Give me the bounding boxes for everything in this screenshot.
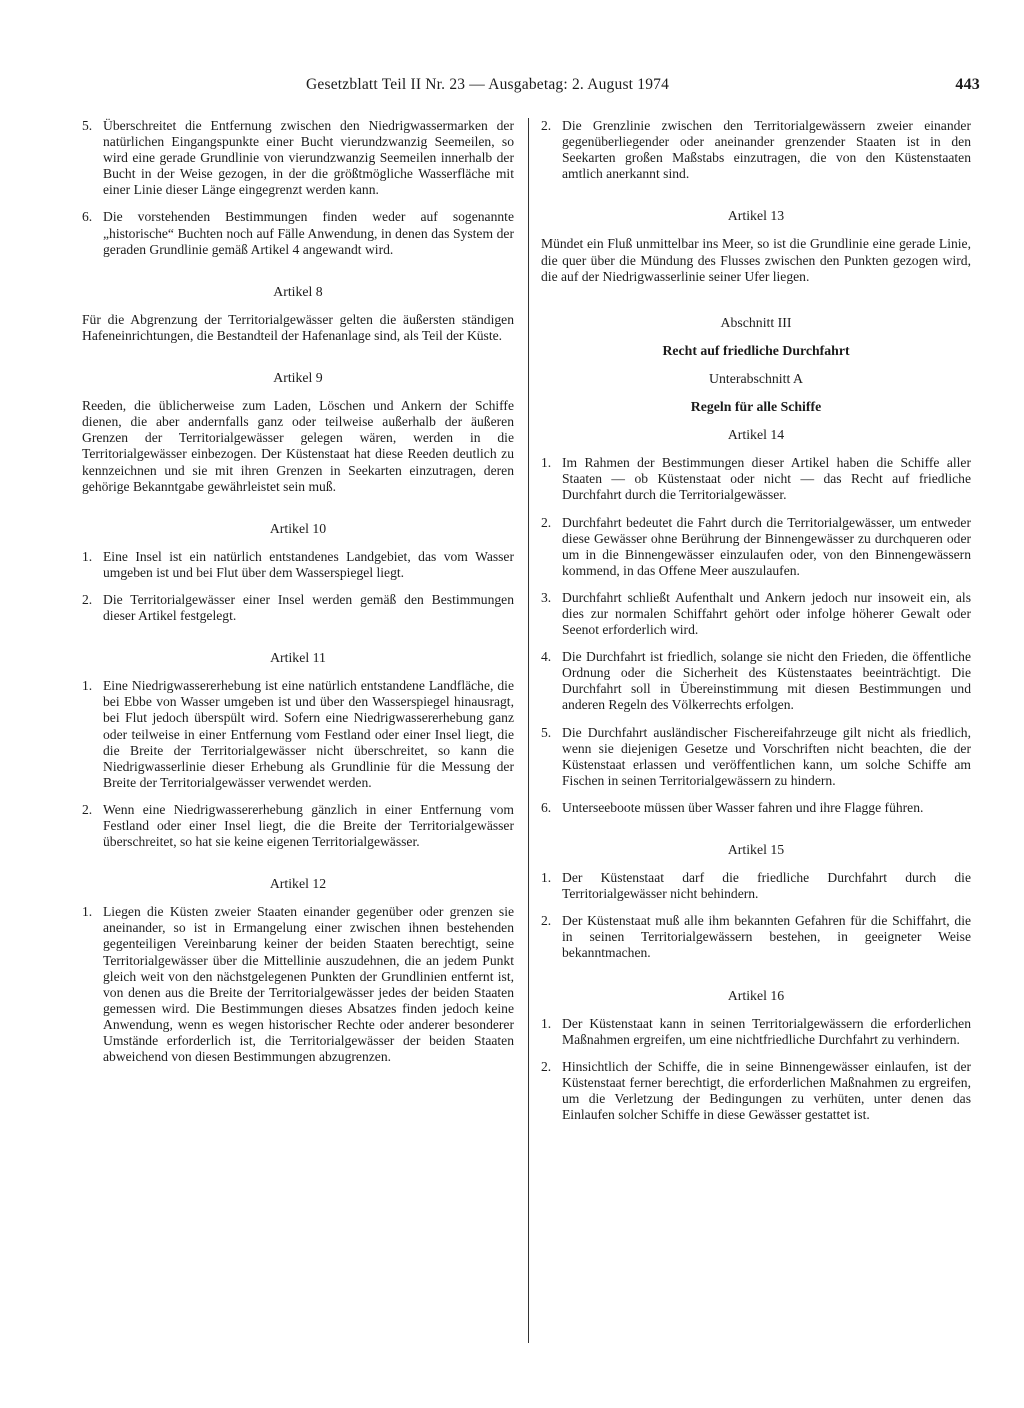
left-column [82,118,514,1076]
list-item [541,800,971,816]
section-heading: Abschnitt III [720,314,792,330]
list-item [82,904,514,1065]
list-item [541,590,971,638]
item-number: 1. [541,870,552,886]
item-number: 2. [541,514,552,530]
item-number: 4. [541,649,552,665]
item-text: Durchfahrt schließt Aufenthalt und Ankern jedoch nur insoweit ein, als dies zur normalen Schiffahrt gehört oder infolge höherer Gewalt oder Seenot erforderlich wird. [562,589,971,638]
list-item [82,209,514,257]
item-text: Liegen die Küsten zweier Staaten einander gegenüber oder grenzen sie aneinander, so ist in Ermangelung einer zwischen ihnen bestehenden gegenteiligen Vereinbarung keiner der beiden Staaten berechtigt, seine Territorialgewässer über die Mittellinie auszudehnen, die an jedem Punkt gleich weit von den nächstgelegenen Punkten der Grundlinien entfernt ist, von denen aus die Breite der Territorialgewässer jedes der beiden Staaten gemessen wird. Die Bestimmungen dieses Absatzes finden jedoch keine Anwendung, wenn es wegen historischer Rechte oder anderer besonderer Umstände erforderlich ist, die Territorialgewässer der beiden Staaten abweichend von diesen Bestimmungen abzugrenzen. [103,904,514,1065]
list-item [541,913,971,961]
article-heading: Artikel 15 [727,842,785,857]
list-item [82,802,514,850]
article-text: Mündet ein Fluß unmittelbar ins Meer, so ist die Grundlinie eine gerade Linie, die quer über die Mündung des Flusses zwischen den Punkten gezogen wird, die auf der Niedrigwasserlinie seiner Ufer liegen. [541,236,971,284]
item-number: 2. [541,118,552,133]
item-text: Wenn eine Niedrigwassererhebung gänzlich in einer Entfernung vom Festland oder einer Insel liegt, die die Breite der Territorialgewässer überschreitet, so hat sie keine eigenen Territorialgewässer. [103,801,514,850]
item-number: 1. [82,548,93,564]
item-number: 5. [541,724,552,740]
article-text: Für die Abgrenzung der Territorialgewässer gelten die äußersten ständigen Hafeneinrichtungen, die Bestandteil der Hafenanlage sind, als Teil der Küste. [82,311,514,343]
list-item [541,870,971,902]
item-text: Die Durchfahrt ist friedlich, solange sie nicht den Frieden, die öffentliche Ordnung oder die Sicherheit des Küstenstaates beeinträchtigt. Die Durchfahrt soll in Übereinstimmung mit diesen Bestimmungen und anderen Regeln des Völkerrechts erfolgen. [562,649,971,713]
item-text: Die Durchfahrt ausländischer Fischereifahrzeuge gilt nicht als friedlich, wenn sie diejenigen Gesetze und Vorschriften nicht beachten, die der Küstenstaat erlassen und veröffentlichen kann, um solche Schiffe am Fischen in seinen Territorialgewässern zu hindern. [562,724,971,788]
page-header [290,76,980,98]
article-heading: Artikel 11 [270,650,326,666]
item-number: 1. [541,1015,552,1031]
item-text: Der Küstenstaat muß alle ihm bekannten Gefahren für die Schiffahrt, die in seinen Territorialgewässern bestehen, in geeigneter Weise bekanntmachen. [562,913,971,961]
item-number: 2. [541,1058,552,1074]
list-item [82,118,514,198]
item-number: 1. [541,455,552,471]
item-text: Überschreitet die Entfernung zwischen den Niedrigwassermarken der natürlichen Eingangspunkte einer Bucht vierundzwanzig Seemeilen, so wird eine gerade Grundlinie von vierundzwanzig Seemeilen innerhalb der Bucht in der Weise gezogen, in der die größtmögliche Wasserfläche mit einer Linie dieser Länge eingegrenzt werden kann. [103,118,514,198]
list-item [82,678,514,791]
list-item [82,592,514,624]
subsection-title: Regeln für alle Schiffe [690,399,822,415]
subsection-heading: Unterabschnitt A [709,370,803,386]
right-column [541,118,971,1134]
section-title: Recht auf friedliche Durchfahrt [662,342,850,358]
item-number: 1. [82,678,93,694]
article-heading: Artikel 9 [273,370,323,386]
column-divider [528,118,529,1343]
item-text: Der Küstenstaat kann in seinen Territorialgewässern die erforderlichen Maßnahmen ergreifen, um eine nichtfriedliche Durchfahrt zu verhindern. [562,1015,971,1047]
item-number: 5. [82,118,93,133]
item-number: 6. [82,209,93,225]
list-item [541,118,971,182]
article-heading: Artikel 13 [727,208,785,224]
item-text: Die Grenzlinie zwischen den Territorialgewässern zweier einander gegenüberliegender oder aneinander grenzender Staaten ist in den Seekarten großen Maßstabs einzutragen, die von den Küstenstaaten amtlich anerkannt sind. [562,118,971,182]
list-item [541,1059,971,1123]
page-number: 443 [955,76,980,93]
item-number: 2. [82,801,93,817]
item-text: Eine Niedrigwassererhebung ist eine natürlich entstandene Landfläche, die bei Ebbe von Wasser umgeben ist und über den Wasserspiegel hinausragt, bei Flut jedoch überspült wird. Sofern eine Niedrigwassererhebung ganz oder teilweise in einer Entfernung vom Festland oder einer Insel liegt, die die Breite der Territorialgewässer nicht überschreitet, so kann die Niedrigwasserlinie dieser Erhebung als Grundlinie für die Messung der Breite der Territorialgewässer verwendet werden. [103,678,514,790]
item-text: Durchfahrt bedeutet die Fahrt durch die Territorialgewässer, um entweder diese Gewässer ohne Berührung der Binnengewässer zu durchqueren oder um in die Binnengewässer einzulaufen oder, von den Binnengewässern kommend, in das Offene Meer auszulaufen. [562,514,971,578]
item-number: 6. [541,799,552,815]
item-text: Im Rahmen der Bestimmungen dieser Artikel haben die Schiffe aller Staaten — ob Küstenstaat oder nicht — das Recht auf friedliche Durchfahrt durch die Territorialgewässer. [562,455,971,503]
item-number: 2. [82,591,93,607]
item-text: Der Küstenstaat darf die friedliche Durchfahrt durch die Territorialgewässer nicht behindern. [562,870,971,902]
article-heading: Artikel 16 [727,987,785,1003]
item-number: 2. [541,913,552,929]
list-item [82,549,514,581]
list-item [541,1016,971,1048]
list-item [541,515,971,579]
list-item [541,455,971,503]
running-title: Gesetzblatt Teil II Nr. 23 — Ausgabetag: 2. August 1974 [306,76,670,93]
article-heading: Artikel 14 [727,427,785,443]
item-text: Unterseeboote müssen über Wasser fahren und ihre Flagge führen. [562,799,924,815]
list-item [541,649,971,713]
article-heading: Artikel 8 [273,283,323,299]
item-text: Die Territorialgewässer einer Insel werden gemäß den Bestimmungen dieser Artikel festgelegt. [103,591,514,624]
item-number: 3. [541,589,552,605]
article-text: Reeden, die üblicherweise zum Laden, Löschen und Ankern der Schiffe dienen, die aber andernfalls ganz oder teilweise außerhalb der äußeren Grenzen der Territorialgewässer gelegen wären, werden in die Territorialgewässer einbezogen. Der Küstenstaat hat diese Reeden deutlich zu kennzeichnen und sie mit ihren Grenzen in Seekarten einzutragen, deren gehörige Bekanntgabe gewährleistet sein muß. [82,398,514,494]
article-heading: Artikel 12 [269,876,327,892]
item-text: Eine Insel ist ein natürlich entstandenes Landgebiet, das vom Wasser umgeben ist und bei Flut über dem Wasserspiegel liegt. [103,548,514,580]
item-text: Die vorstehenden Bestimmungen finden weder auf sogenannte „historische“ Buchten noch auf Fälle Anwendung, in denen das System der geraden Grundlinie gemäß Artikel 4 angewandt wird. [103,209,514,257]
list-item [541,725,971,789]
item-number: 1. [82,904,93,920]
article-heading: Artikel 10 [269,520,327,536]
item-text: Hinsichtlich der Schiffe, die in seine Binnengewässer einlaufen, ist der Küstenstaat ferner berechtigt, die erforderlichen Maßnahmen zu ergreifen, um die Verletzung der Bedingungen zu verhüten, unter denen das Einlaufen solcher Schiffe in diese Gewässer gestattet ist. [562,1058,971,1123]
